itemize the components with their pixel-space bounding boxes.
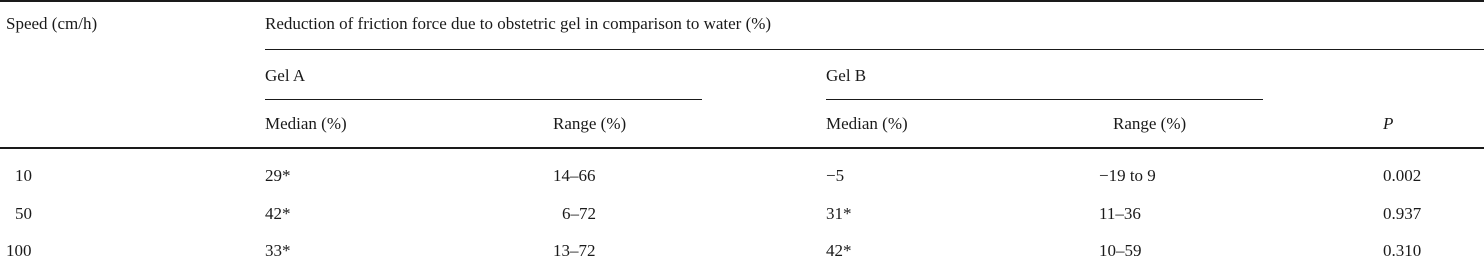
- gel-a-range-cell: 13–72: [553, 241, 596, 260]
- p-cell: 0.937: [1383, 204, 1422, 223]
- p-header: P: [1383, 114, 1394, 133]
- header-bottom-rule: [0, 147, 1484, 149]
- gel-a-median-cell: 33*: [265, 241, 291, 260]
- p-cell: 0.310: [1383, 241, 1422, 260]
- p-cell: 0.002: [1383, 166, 1422, 185]
- gel-b-median-cell: 31*: [826, 204, 852, 223]
- top-rule: [0, 0, 1484, 2]
- gel-a-range-header: Range (%): [553, 114, 627, 133]
- gel-a-range-cell: 14–66: [553, 166, 596, 185]
- gel-b-median-cell: 42*: [826, 241, 852, 260]
- speed-cell: 10: [15, 166, 32, 185]
- spanner-rule: [265, 49, 1484, 50]
- speed-cell: 50: [15, 204, 32, 223]
- speed-cell: 100: [6, 241, 32, 260]
- gel-a-median-cell: 29*: [265, 166, 291, 185]
- gel-a-rule: [265, 99, 702, 100]
- gel-b-median-cell: −5: [826, 166, 845, 185]
- gel-b-range-header: Range (%): [1113, 114, 1187, 133]
- gel-a-range-cell: 6–72: [562, 204, 596, 223]
- spanner-header: Reduction of friction force due to obstetric gel in comparison to water (%): [265, 14, 772, 33]
- gel-b-range-cell: 11–36: [1099, 204, 1141, 223]
- gel-b-header: Gel B: [826, 66, 867, 85]
- gel-a-median-cell: 42*: [265, 204, 291, 223]
- gel-b-rule: [826, 99, 1263, 100]
- speed-header: Speed (cm/h): [6, 14, 98, 33]
- gel-a-median-header: Median (%): [265, 114, 347, 133]
- gel-b-range-cell: −19 to 9: [1099, 166, 1156, 185]
- gel-b-range-cell: 10–59: [1099, 241, 1142, 260]
- gel-a-header: Gel A: [265, 66, 306, 85]
- gel-b-median-header: Median (%): [826, 114, 908, 133]
